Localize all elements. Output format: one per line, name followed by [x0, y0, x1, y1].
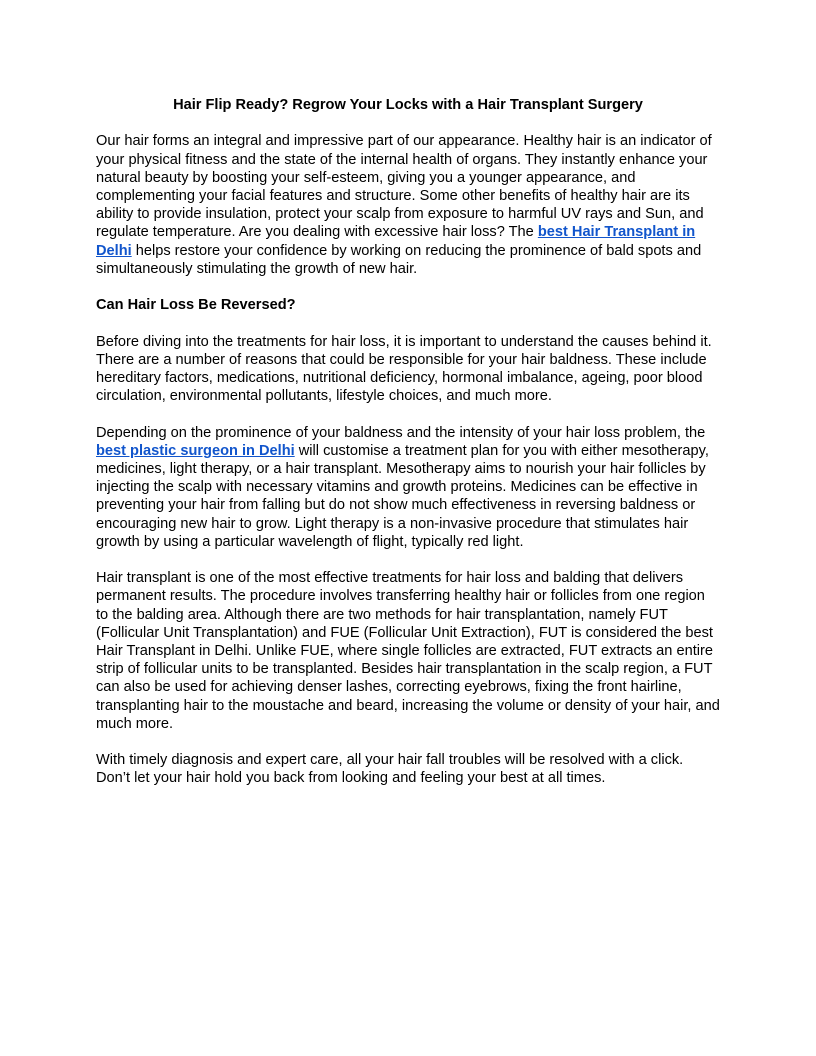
hair-transplant-link[interactable]: best Hair Transplant in Delhi — [96, 224, 696, 259]
intro-text-after: helps restore your confidence by working on reducing the prominence of bald spots and simultaneously stimulating the growth of new hair. — [96, 242, 702, 277]
closing-paragraph: With timely diagnosis and expert care, all your hair fall troubles will be resolved with a click. Don’t let your hair hold you back from looking and feeling your best at all times. — [96, 752, 684, 787]
section-heading-reversed: Can Hair Loss Be Reversed? — [96, 297, 296, 314]
treatments-text-before: Depending on the prominence of your baldness and the intensity of your hair loss problem, the — [96, 424, 706, 441]
intro-paragraph — [96, 132, 720, 278]
plastic-surgeon-link[interactable]: best plastic surgeon in Delhi — [96, 442, 295, 459]
treatments-paragraph — [96, 424, 720, 551]
document-page — [96, 96, 720, 806]
transplant-paragraph: Hair transplant is one of the most effective treatments for hair loss and balding that delivers permanent results. The procedure involves transferring healthy hair or follicles from one region to the balding area. Although there are two methods for hair transplantation, namely FUT (Follicular Unit Transplantation) and FUE (Follicular Unit Extraction), FUT is considered the best Hair Transplant in Delhi. Unlike FUE, where single follicles are extracted, FUT extracts an entire strip of follicular units to be transplanted. Besides hair transplantation in the scalp region, a FUT can also be used for achieving denser lashes, correcting eyebrows, fixing the front hairline, transplanting hair to the moustache and beard, increasing the volume or density of your hair, and much more. — [96, 570, 720, 732]
causes-paragraph: Before diving into the treatments for hair loss, it is important to understand the causes behind it. There are a number of reasons that could be responsible for your hair baldness. These include hereditary factors, medications, nutritional deficiency, hormonal imbalance, ageing, poor blood circulation, environmental pollutants, lifestyle choices, and much more. — [96, 333, 712, 405]
treatments-text-after: will customise a treatment plan for you with either mesotherapy, medicines, light therapy, or a hair transplant. Mesotherapy aims to nourish your hair follicles by injecting the scalp with necessary vitamins and growth proteins. Medicines can be effective in preventing your hair from falling but do not show much effectiveness in reversing baldness or encouraging new hair to grow. Light therapy is a non-invasive procedure that stimulates hair growth by using a particular wavelength of flight, typically red light. — [96, 442, 709, 550]
intro-text-before: Our hair forms an integral and impressive part of our appearance. Healthy hair is an indicator of your physical fitness and the state of the internal health of organs. They instantly enhance your natural beauty by boosting your self-esteem, giving you a younger appearance, and complementing your facial features and structure. Some other benefits of healthy hair are its ability to provide insulation, protect your scalp from exposure to harmful UV rays and Sun, and regulate temperature. Are you dealing with excessive hair loss? The — [96, 133, 712, 241]
document-title: Hair Flip Ready? Regrow Your Locks with a Hair Transplant Surgery — [173, 97, 643, 113]
